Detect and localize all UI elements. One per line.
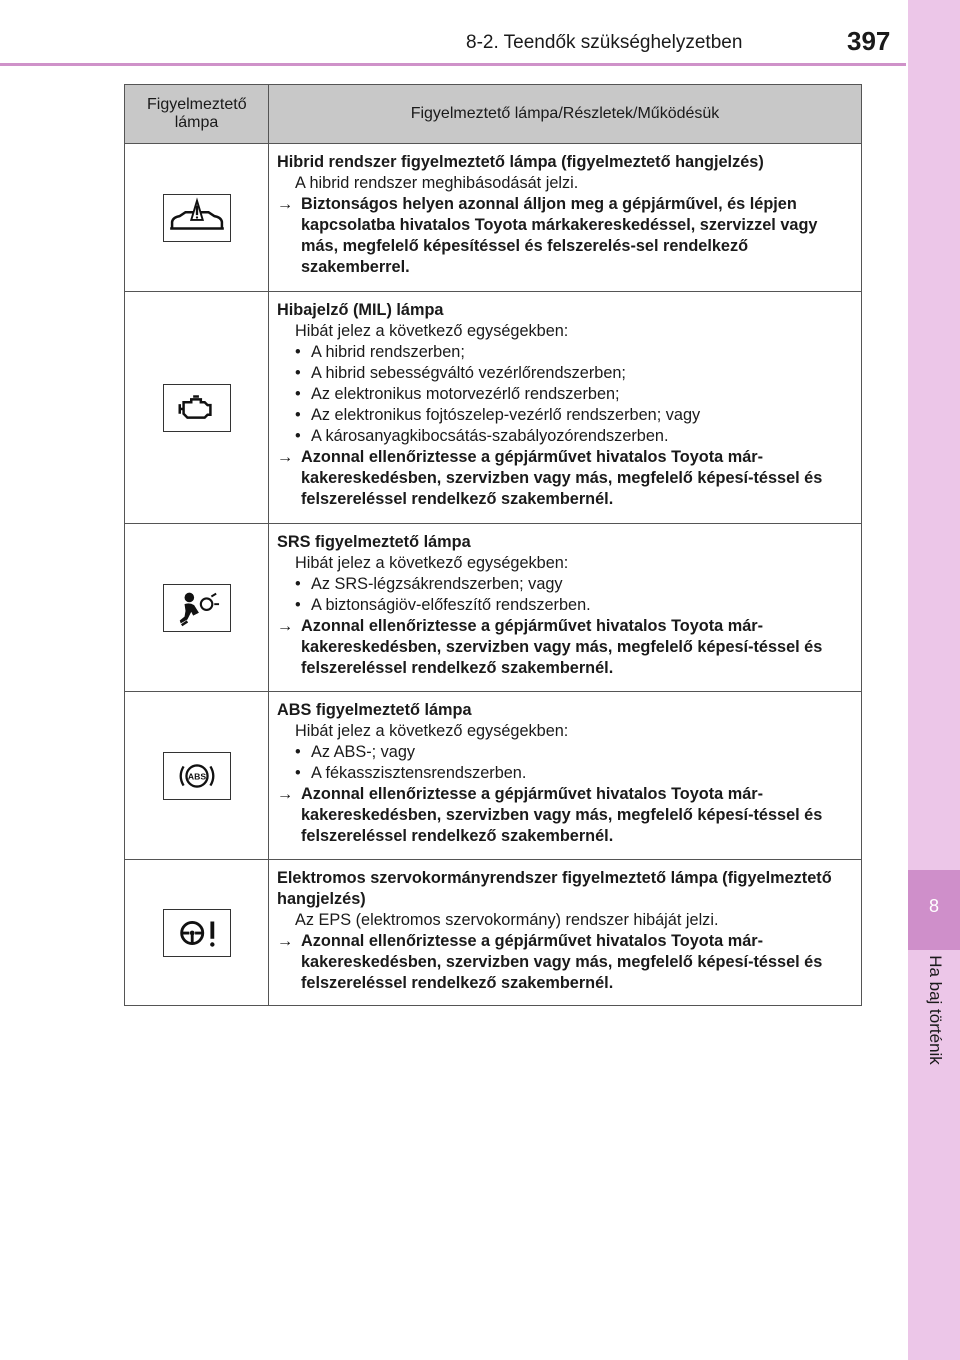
detail-column-header: Figyelmeztető lámpa/Részletek/Működésük	[269, 85, 862, 144]
lamp-description: Hibát jelez a következő egységekben:	[295, 722, 569, 740]
lamp-action	[277, 194, 853, 278]
lamp-description: A hibrid rendszer meghibásodását jelzi.	[295, 174, 579, 192]
hybrid-system-warning-icon	[163, 194, 231, 242]
table-row	[125, 860, 862, 1006]
lamp-description: Az EPS (elektromos szervokormány) rendszer hibáját jelzi.	[295, 911, 719, 929]
chapter-title: Ha baj történik	[926, 955, 945, 1065]
lamp-description: Hibát jelez a következő egységekben:	[295, 554, 569, 572]
srs-airbag-icon	[163, 584, 231, 632]
power-steering-warning-icon	[163, 909, 231, 957]
chapter-tab-strip	[908, 0, 960, 1360]
header-divider	[0, 63, 906, 66]
action-text: Azonnal ellenőriztesse a gépjárművet hivatalos Toyota már-kakereskedésben, szervizben vagy más, megfelelő képesí-téssel és felszereléssel rendelkező szakembernél.	[301, 448, 823, 508]
lamp-title: ABS figyelmeztető lámpa	[277, 701, 472, 719]
abs-warning-icon	[163, 752, 231, 800]
chapter-number: 8	[928, 896, 939, 916]
arrow-icon: →	[277, 785, 294, 803]
action-text: Azonnal ellenőriztesse a gépjárművet hivatalos Toyota már-kakereskedésben, szervizben vagy más, megfelelő képesí-téssel és felszereléssel rendelkező szakembernél.	[301, 785, 823, 845]
list-item: • A fékasszisztensrendszerben.	[277, 763, 853, 784]
lamp-action	[277, 616, 853, 679]
lamp-action	[277, 931, 853, 994]
chapter-tab	[908, 870, 960, 950]
list-item: • Az elektronikus motorvezérlő rendszerben;	[277, 384, 853, 405]
icon-column-header: Figyelmeztető lámpa	[125, 85, 269, 144]
table-row	[125, 524, 862, 692]
section-title: 8-2. Teendők szükséghelyzetben	[466, 32, 743, 53]
malfunction-indicator-engine-icon	[163, 384, 231, 432]
table-row	[125, 292, 862, 524]
list-item: • Az ABS-; vagy	[277, 742, 853, 763]
arrow-icon: →	[277, 932, 294, 950]
table-header-row	[125, 85, 862, 144]
lamp-action	[277, 784, 853, 847]
action-text: Azonnal ellenőriztesse a gépjárművet hivatalos Toyota már-kakereskedésben, szervizben vagy más, megfelelő képesí-téssel és felszereléssel rendelkező szakembernél.	[301, 617, 823, 677]
arrow-icon: →	[277, 195, 294, 213]
lamp-title: Elektromos szervokormányrendszer figyelmeztető lámpa (figyelmeztető hangjelzés)	[277, 869, 832, 908]
lamp-action	[277, 447, 853, 510]
warning-lamp-table	[124, 84, 862, 1006]
action-text: Biztonságos helyen azonnal álljon meg a gépjárművel, és lépjen kapcsolatba hivatalos Toyota márkakereskedéssel, szervizzel vagy más, megfelelő képesítéssel és felszerelés-sel rendelkező szakemberrel.	[301, 195, 818, 276]
table-row	[125, 692, 862, 860]
abs-icon-label: ABS	[187, 770, 206, 781]
list-item: • Az SRS-légzsákrendszerben; vagy	[277, 574, 853, 595]
page-number: 397	[847, 26, 891, 56]
list-item: • Az elektronikus fojtószelep-vezérlő rendszerben; vagy	[277, 405, 853, 426]
list-item: • A hibrid rendszerben;	[277, 342, 853, 363]
lamp-description: Hibát jelez a következő egységekben:	[295, 322, 569, 340]
list-item: • A biztonságiöv-előfeszítő rendszerben.	[277, 595, 853, 616]
arrow-icon: →	[277, 448, 294, 466]
arrow-icon: →	[277, 617, 294, 635]
lamp-title: Hibrid rendszer figyelmeztető lámpa (figyelmeztető hangjelzés)	[277, 153, 764, 171]
list-item: • A károsanyagkibocsátás-szabályozórendszerben.	[277, 426, 853, 447]
lamp-title: Hibajelző (MIL) lámpa	[277, 301, 444, 319]
lamp-title: SRS figyelmeztető lámpa	[277, 533, 471, 551]
action-text: Azonnal ellenőriztesse a gépjárművet hivatalos Toyota már-kakereskedésben, szervizben vagy más, megfelelő képesí-téssel és felszereléssel rendelkező szakembernél.	[301, 932, 823, 992]
list-item: • A hibrid sebességváltó vezérlőrendszerben;	[277, 363, 853, 384]
table-row	[125, 144, 862, 292]
